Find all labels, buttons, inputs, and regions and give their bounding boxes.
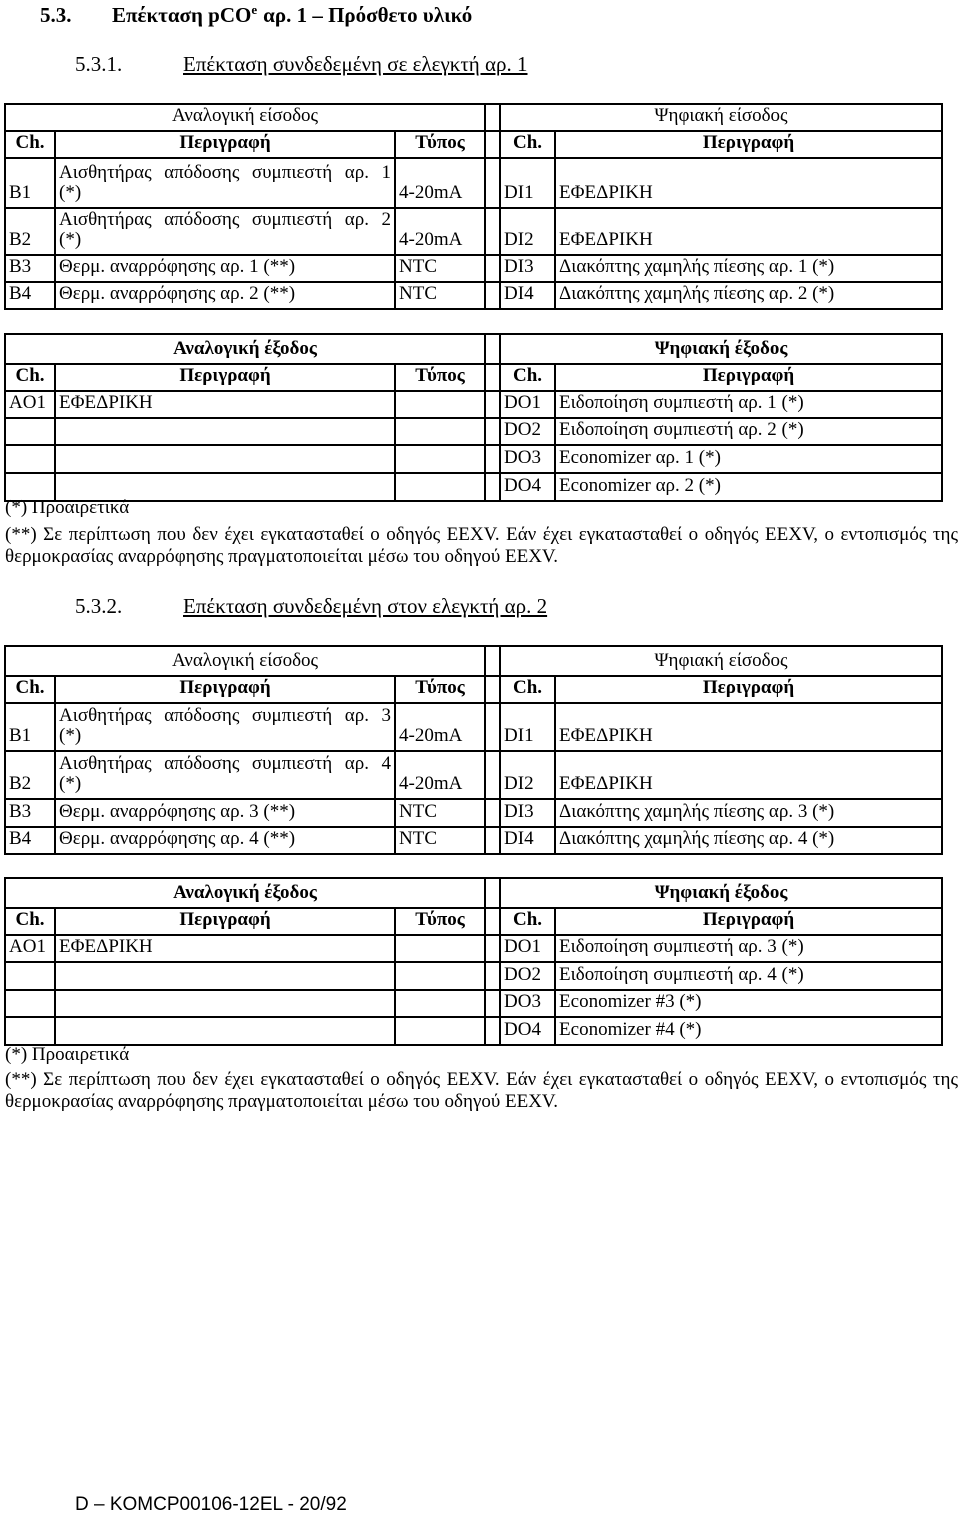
cell-channel: AO1 bbox=[5, 391, 55, 418]
digital-title: Ψηφιακή έξοδος bbox=[500, 878, 942, 908]
cell-digital-description: Ειδοποίηση συμπιεστή αρ. 2 (*) bbox=[555, 418, 942, 445]
cell-digital-channel: DI3 bbox=[500, 255, 555, 282]
cell-type bbox=[395, 473, 485, 501]
cell-type bbox=[395, 990, 485, 1017]
cell-type: NTC bbox=[395, 799, 485, 827]
cell-type: 4-20mA bbox=[395, 751, 485, 799]
cell-digital-channel: DI2 bbox=[500, 751, 555, 799]
spacer-cell bbox=[485, 962, 500, 990]
spacer-cell bbox=[485, 799, 500, 827]
cell-description bbox=[55, 1017, 395, 1045]
spacer-cell bbox=[485, 208, 500, 255]
subsection-number: 5.3.1. bbox=[75, 52, 123, 76]
table-row bbox=[5, 1017, 942, 1045]
header-type: Τύπος bbox=[395, 908, 485, 935]
spacer-cell bbox=[485, 646, 500, 676]
cell-type bbox=[395, 391, 485, 418]
header-digital-description: Περιγραφή bbox=[555, 676, 942, 703]
header-description: Περιγραφή bbox=[55, 676, 395, 703]
cell-digital-channel: DO3 bbox=[500, 445, 555, 473]
cell-digital-channel: DO1 bbox=[500, 391, 555, 418]
cell-description bbox=[55, 418, 395, 445]
cell-digital-channel: DI3 bbox=[500, 799, 555, 827]
cell-type: NTC bbox=[395, 282, 485, 309]
description-line: (*) bbox=[59, 773, 82, 794]
spacer-cell bbox=[485, 473, 500, 501]
analog-title: Αναλογική έξοδος bbox=[5, 334, 485, 364]
cell-type: NTC bbox=[395, 255, 485, 282]
table-row bbox=[5, 962, 942, 990]
header-digital-channel: Ch. bbox=[500, 908, 555, 935]
cell-channel: B2 bbox=[5, 751, 55, 799]
table-row bbox=[5, 158, 942, 208]
spacer-cell bbox=[485, 364, 500, 391]
spacer-cell bbox=[485, 703, 500, 751]
spacer-cell bbox=[485, 878, 500, 908]
header-digital-description: Περιγραφή bbox=[555, 908, 942, 935]
table-row bbox=[5, 391, 942, 418]
spacer-cell bbox=[485, 445, 500, 473]
section-number: 5.3. bbox=[40, 3, 72, 27]
cell-description: Θερμ. αναρρόφησης αρ. 2 (**) bbox=[55, 282, 395, 309]
note-eexv: (**) Σε περίπτωση που δεν έχει εγκατασταθεί ο οδηγός EEXV. Εάν έχει εγκατασταθεί ο οδηγός EEXV, ο εντοπισμός της θερμοκρασίας αναρρόφησης πραγματοποιείται μέσω του οδηγού EEXV. bbox=[5, 1069, 958, 1112]
cell-digital-description: Διακόπτης χαμηλής πίεσης αρ. 1 (*) bbox=[555, 255, 942, 282]
cell-channel bbox=[5, 962, 55, 990]
cell-description: Θερμ. αναρρόφησης αρ. 1 (**) bbox=[55, 255, 395, 282]
cell-description: Θερμ. αναρρόφησης αρ. 3 (**) bbox=[55, 799, 395, 827]
description-line: Αισθητήρας απόδοσης συμπιεστή αρ. 4 bbox=[59, 753, 391, 774]
cell-channel: B3 bbox=[5, 799, 55, 827]
cell-description bbox=[55, 990, 395, 1017]
description-line: Αισθητήρας απόδοσης συμπιεστή αρ. 3 bbox=[59, 705, 391, 726]
cell-description: ΕΦΕΔΡΙΚΗ bbox=[55, 391, 395, 418]
cell-channel: B4 bbox=[5, 827, 55, 854]
note-optional: (*) Προαιρετικά bbox=[5, 1044, 130, 1065]
cell-digital-description: Economizer #3 (*) bbox=[555, 990, 942, 1017]
cell-description: ΕΦΕΔΡΙΚΗ bbox=[55, 935, 395, 962]
page-footer: D – KOMCP00106-12EL - 20/92 bbox=[75, 1494, 347, 1515]
cell-type bbox=[395, 418, 485, 445]
cell-description bbox=[55, 751, 395, 799]
table-row bbox=[5, 799, 942, 827]
cell-description bbox=[55, 158, 395, 208]
subsection-number: 5.3.2. bbox=[75, 594, 123, 618]
spacer-cell bbox=[485, 935, 500, 962]
cell-digital-description: Διακόπτης χαμηλής πίεσης αρ. 2 (*) bbox=[555, 282, 942, 309]
table-row bbox=[5, 827, 942, 854]
digital-title: Ψηφιακή είσοδος bbox=[500, 646, 942, 676]
spacer-cell bbox=[485, 334, 500, 364]
spacer-cell bbox=[485, 751, 500, 799]
inputs-table bbox=[4, 103, 943, 310]
cell-description bbox=[55, 208, 395, 255]
cell-digital-description: Διακόπτης χαμηλής πίεσης αρ. 3 (*) bbox=[555, 799, 942, 827]
analog-title: Αναλογική έξοδος bbox=[5, 878, 485, 908]
cell-digital-channel: DO2 bbox=[500, 962, 555, 990]
cell-type bbox=[395, 445, 485, 473]
cell-channel: B4 bbox=[5, 282, 55, 309]
table-row bbox=[5, 990, 942, 1017]
cell-digital-channel: DO2 bbox=[500, 418, 555, 445]
cell-digital-channel: DI4 bbox=[500, 827, 555, 854]
spacer-cell bbox=[485, 255, 500, 282]
description-line: (*) bbox=[59, 182, 82, 203]
table-row bbox=[5, 445, 942, 473]
cell-digital-description: ΕΦΕΔΡΙΚΗ bbox=[555, 751, 942, 799]
table-row bbox=[5, 935, 942, 962]
cell-description bbox=[55, 962, 395, 990]
header-type: Τύπος bbox=[395, 676, 485, 703]
cell-digital-channel: DO3 bbox=[500, 990, 555, 1017]
cell-channel bbox=[5, 990, 55, 1017]
cell-channel bbox=[5, 1017, 55, 1045]
header-channel: Ch. bbox=[5, 908, 55, 935]
cell-digital-channel: DI1 bbox=[500, 703, 555, 751]
table-row bbox=[5, 473, 942, 501]
cell-type: NTC bbox=[395, 827, 485, 854]
cell-digital-channel: DO1 bbox=[500, 935, 555, 962]
cell-digital-channel: DI1 bbox=[500, 158, 555, 208]
header-channel: Ch. bbox=[5, 131, 55, 158]
section-title-superscript: e bbox=[251, 2, 258, 17]
header-type: Τύπος bbox=[395, 364, 485, 391]
header-digital-channel: Ch. bbox=[500, 676, 555, 703]
cell-channel: B3 bbox=[5, 255, 55, 282]
cell-type bbox=[395, 935, 485, 962]
cell-digital-description: ΕΦΕΔΡΙΚΗ bbox=[555, 703, 942, 751]
description-line: (*) bbox=[59, 725, 82, 746]
note-optional: (*) Προαιρετικά bbox=[5, 497, 130, 518]
subsection-title: Επέκταση συνδεδεμένη στον ελεγκτή αρ. 2 bbox=[183, 594, 548, 618]
cell-type: 4-20mA bbox=[395, 158, 485, 208]
cell-description bbox=[55, 445, 395, 473]
cell-digital-description: Διακόπτης χαμηλής πίεσης αρ. 4 (*) bbox=[555, 827, 942, 854]
section-title-rest: αρ. 1 – Πρόσθετο υλικό bbox=[263, 3, 473, 27]
cell-description bbox=[55, 703, 395, 751]
cell-digital-description: Economizer αρ. 1 (*) bbox=[555, 445, 942, 473]
cell-digital-description: Economizer #4 (*) bbox=[555, 1017, 942, 1045]
outputs-table bbox=[4, 333, 943, 502]
digital-title: Ψηφιακή είσοδος bbox=[500, 104, 942, 131]
header-digital-channel: Ch. bbox=[500, 131, 555, 158]
spacer-cell bbox=[485, 391, 500, 418]
cell-digital-description: ΕΦΕΔΡΙΚΗ bbox=[555, 158, 942, 208]
cell-channel: B1 bbox=[5, 703, 55, 751]
table-row bbox=[5, 751, 942, 799]
spacer-cell bbox=[485, 990, 500, 1017]
spacer-cell bbox=[485, 131, 500, 158]
table-row bbox=[5, 208, 942, 255]
header-channel: Ch. bbox=[5, 676, 55, 703]
spacer-cell bbox=[485, 282, 500, 309]
table-row bbox=[5, 703, 942, 751]
cell-channel: B1 bbox=[5, 158, 55, 208]
cell-channel: B2 bbox=[5, 208, 55, 255]
subsection-title: Επέκταση συνδεδεμένη σε ελεγκτή αρ. 1 bbox=[183, 52, 528, 76]
analog-title: Αναλογική είσοδος bbox=[5, 646, 485, 676]
cell-digital-description: Ειδοποίηση συμπιεστή αρ. 3 (*) bbox=[555, 935, 942, 962]
cell-type bbox=[395, 1017, 485, 1045]
cell-digital-description: ΕΦΕΔΡΙΚΗ bbox=[555, 208, 942, 255]
cell-digital-description: Ειδοποίηση συμπιεστή αρ. 1 (*) bbox=[555, 391, 942, 418]
cell-digital-channel: DI4 bbox=[500, 282, 555, 309]
table-row bbox=[5, 282, 942, 309]
cell-digital-description: Ειδοποίηση συμπιεστή αρ. 4 (*) bbox=[555, 962, 942, 990]
cell-digital-channel: DO4 bbox=[500, 473, 555, 501]
note-eexv: (**) Σε περίπτωση που δεν έχει εγκατασταθεί ο οδηγός EEXV. Εάν έχει εγκατασταθεί ο οδηγός EEXV, ο εντοπισμός της θερμοκρασίας αναρρόφησης πραγματοποιείται μέσω του οδηγού EEXV. bbox=[5, 524, 958, 567]
header-description: Περιγραφή bbox=[55, 131, 395, 158]
header-digital-channel: Ch. bbox=[500, 364, 555, 391]
spacer-cell bbox=[485, 418, 500, 445]
spacer-cell bbox=[485, 158, 500, 208]
cell-digital-description: Economizer αρ. 2 (*) bbox=[555, 473, 942, 501]
header-type: Τύπος bbox=[395, 131, 485, 158]
cell-digital-channel: DO4 bbox=[500, 1017, 555, 1045]
spacer-cell bbox=[485, 908, 500, 935]
spacer-cell bbox=[485, 1017, 500, 1045]
section-title-main: Επέκταση pCO bbox=[112, 3, 252, 27]
description-line: Αισθητήρας απόδοσης συμπιεστή αρ. 2 bbox=[59, 209, 391, 230]
spacer-cell bbox=[485, 827, 500, 854]
header-description: Περιγραφή bbox=[55, 364, 395, 391]
cell-channel bbox=[5, 445, 55, 473]
spacer-cell bbox=[485, 676, 500, 703]
inputs-table bbox=[4, 645, 943, 855]
cell-type: 4-20mA bbox=[395, 208, 485, 255]
header-channel: Ch. bbox=[5, 364, 55, 391]
cell-type: 4-20mA bbox=[395, 703, 485, 751]
section-title bbox=[112, 3, 472, 27]
description-line: Αισθητήρας απόδοσης συμπιεστή αρ. 1 bbox=[59, 162, 391, 183]
description-line: (*) bbox=[59, 229, 82, 250]
header-digital-description: Περιγραφή bbox=[555, 131, 942, 158]
digital-title: Ψηφιακή έξοδος bbox=[500, 334, 942, 364]
table-row bbox=[5, 255, 942, 282]
table-row bbox=[5, 418, 942, 445]
cell-digital-channel: DI2 bbox=[500, 208, 555, 255]
analog-title: Αναλογική είσοδος bbox=[5, 104, 485, 131]
cell-type bbox=[395, 962, 485, 990]
outputs-table bbox=[4, 877, 943, 1046]
header-description: Περιγραφή bbox=[55, 908, 395, 935]
cell-description: Θερμ. αναρρόφησης αρ. 4 (**) bbox=[55, 827, 395, 854]
cell-channel bbox=[5, 418, 55, 445]
header-digital-description: Περιγραφή bbox=[555, 364, 942, 391]
cell-channel: AO1 bbox=[5, 935, 55, 962]
spacer-cell bbox=[485, 104, 500, 131]
